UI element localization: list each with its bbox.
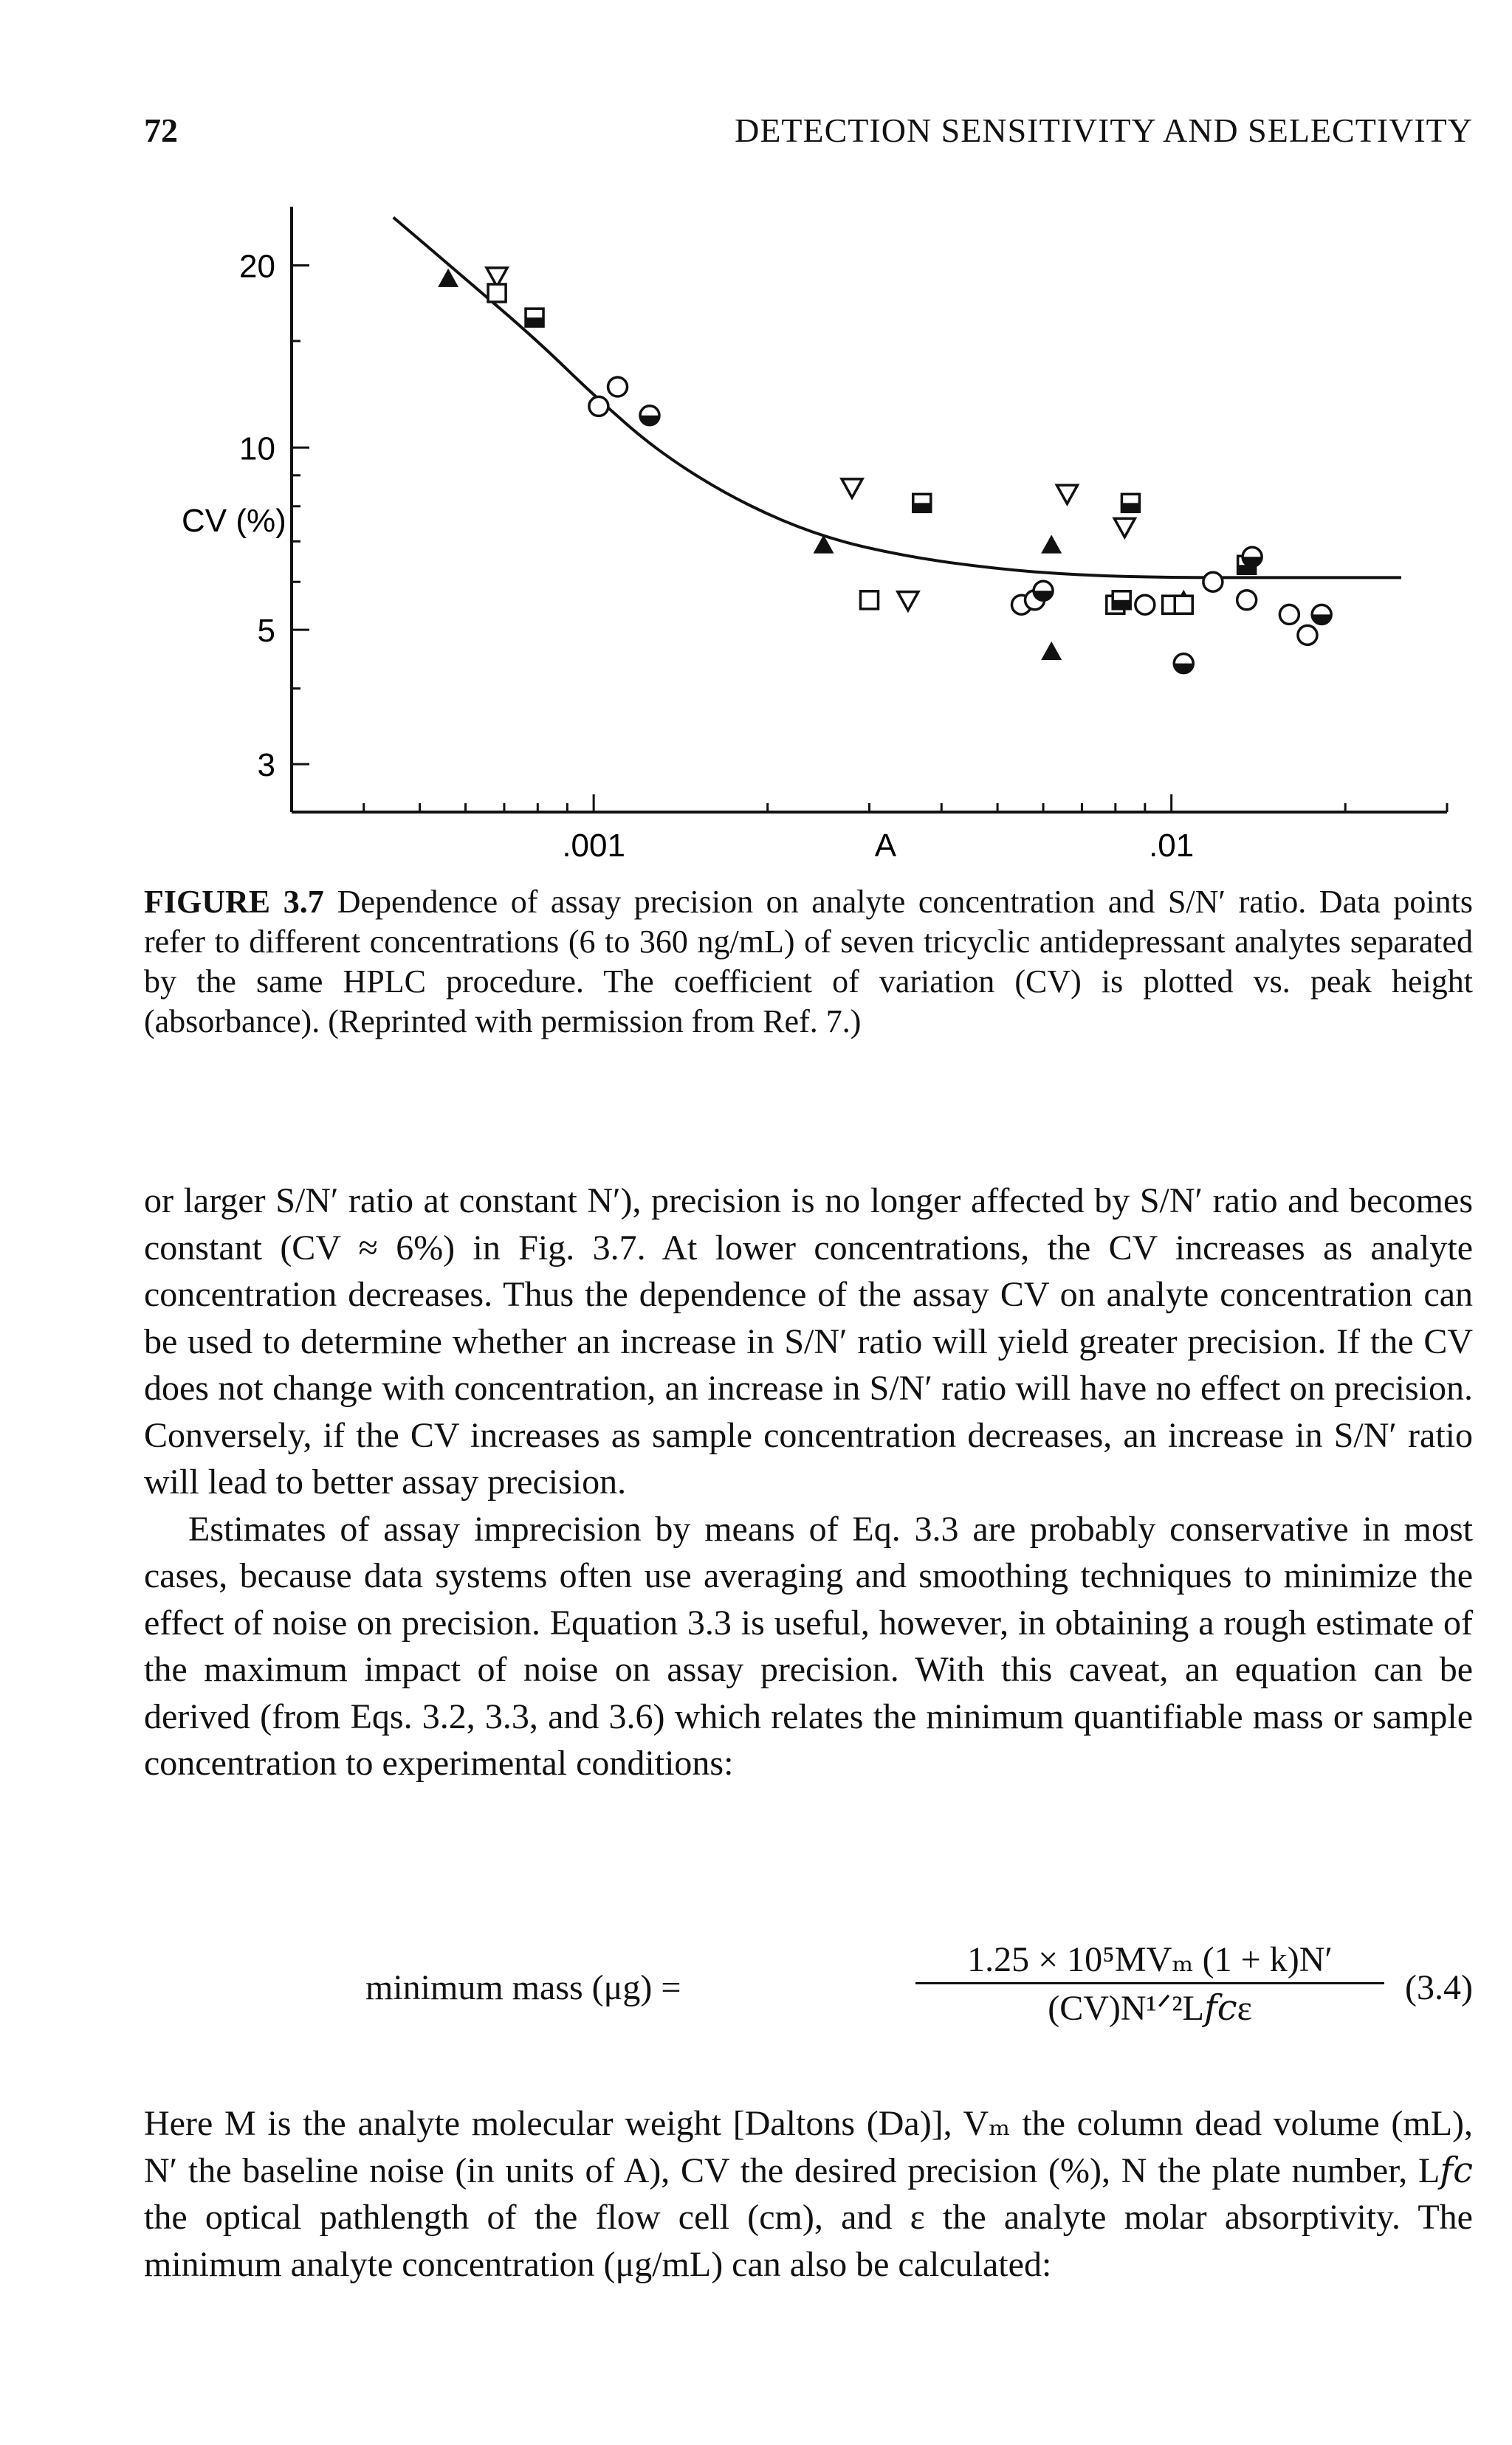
point-open-circle bbox=[1237, 591, 1257, 610]
body-text bbox=[144, 1177, 1473, 1787]
x-tick-label: .001 bbox=[562, 828, 625, 864]
y-tick-label: 5 bbox=[257, 613, 275, 650]
chart-axes bbox=[292, 207, 1447, 812]
paragraph: or larger S/N′ ratio at constant N′), precision is no longer affected by S/N′ ratio and becomes constant (CV ≈ 6%) in Fig. 3.7. At lower concentrations, the CV increases as analyte concentration decreases. Thus the dependence of the assay CV on analyte concentration can be used to determine whether an increase in S/N′ ratio will yield greater precision. If the CV does not change with concentration, an increase in S/N′ ratio will have no effect on precision. Conversely, if the CV increases as sample concentration decreases, an increase in S/N′ ratio will lead to better assay precision. bbox=[144, 1181, 1473, 1502]
y-tick-label: 20 bbox=[239, 248, 275, 285]
point-half-filled-square-fill bbox=[1121, 503, 1139, 512]
y-tick-label: 10 bbox=[239, 430, 275, 467]
axis-labels bbox=[182, 248, 1194, 864]
x-tick-label: .01 bbox=[1149, 828, 1195, 864]
equation-lhs: minimum mass (μg) = bbox=[365, 1968, 681, 2007]
point-open-circle bbox=[1135, 595, 1155, 614]
point-open-circle bbox=[1203, 572, 1223, 591]
page-number: 72 bbox=[144, 111, 178, 149]
point-open-circle bbox=[608, 377, 628, 396]
equation-number: (3.4) bbox=[1405, 1968, 1473, 2007]
point-open-square bbox=[488, 284, 506, 302]
point-open-inverted-triangle bbox=[1114, 518, 1135, 537]
point-open-square bbox=[861, 591, 879, 609]
point-half-filled-square-fill bbox=[526, 317, 543, 326]
figure-caption bbox=[144, 882, 1473, 1042]
point-open-inverted-triangle bbox=[1056, 485, 1077, 503]
data-points bbox=[438, 268, 1331, 673]
figure-3-7-chart bbox=[0, 0, 1512, 886]
paragraph: Here M is the analyte molecular weight [Daltons (Da)], Vₘ the column dead volume (mL), N′ the baseline noise (in units of A), CV the desired precision (%), N the plate number, L𝑓𝑐 the optical pathlength of the flow cell (cm), and ε the analyte molar absorptivity. The minimum analyte concentration (μg/mL) can also be calculated: bbox=[144, 2104, 1473, 2284]
caption-label: FIGURE 3.7 bbox=[144, 884, 324, 920]
running-title: DETECTION SENSITIVITY AND SELECTIVITY bbox=[735, 111, 1473, 149]
x-axis-label: A bbox=[874, 828, 897, 864]
point-open-circle bbox=[1279, 605, 1299, 624]
paragraph: Estimates of assay imprecision by means of Eq. 3.3 are probably conservative in most cases, because data systems often use averaging and smoothing techniques to minimize the effect of noise on precision. Equation 3.3 is useful, however, in obtaining a rough estimate of the maximum impact of noise on assay precision. With this caveat, an equation can be derived (from Eqs. 3.2, 3.3, and 3.6) which relates the minimum quantifiable mass or sample concentration to experimental conditions: bbox=[144, 1509, 1473, 1783]
point-open-square bbox=[1175, 596, 1192, 613]
point-filled-triangle bbox=[1041, 642, 1062, 660]
equation-denominator: (CV)N¹ᐟ²L𝑓𝑐ε bbox=[1048, 1989, 1252, 2028]
point-half-filled-square-fill bbox=[1113, 600, 1130, 609]
point-half-filled-square-fill bbox=[913, 503, 931, 512]
body-text-continued bbox=[144, 2100, 1473, 2288]
y-axis-label: CV (%) bbox=[182, 503, 286, 540]
y-tick-label: 3 bbox=[257, 747, 275, 784]
point-open-inverted-triangle bbox=[898, 592, 918, 611]
equation-fraction bbox=[915, 1938, 1384, 2029]
point-open-circle bbox=[589, 396, 608, 416]
fit-curve bbox=[394, 218, 1401, 578]
point-open-circle bbox=[1298, 625, 1317, 644]
caption-text: Dependence of assay precision on analyte concentration and S/N′ ratio. Data points refer to different concentrations (6 to 360 ng/mL) of seven tricyclic antidepressant analytes separated by the same HPLC procedure. The coefficient of variation (CV) is plotted vs. peak height (absorbance). (Reprinted with permission from Ref. 7.) bbox=[144, 884, 1474, 1039]
equation-3-4 bbox=[144, 1938, 1473, 2034]
point-filled-triangle bbox=[1041, 534, 1062, 553]
point-open-inverted-triangle bbox=[842, 479, 862, 498]
equation-numerator: 1.25 × 10⁵MVₘ (1 + k)N′ bbox=[915, 1938, 1384, 1984]
